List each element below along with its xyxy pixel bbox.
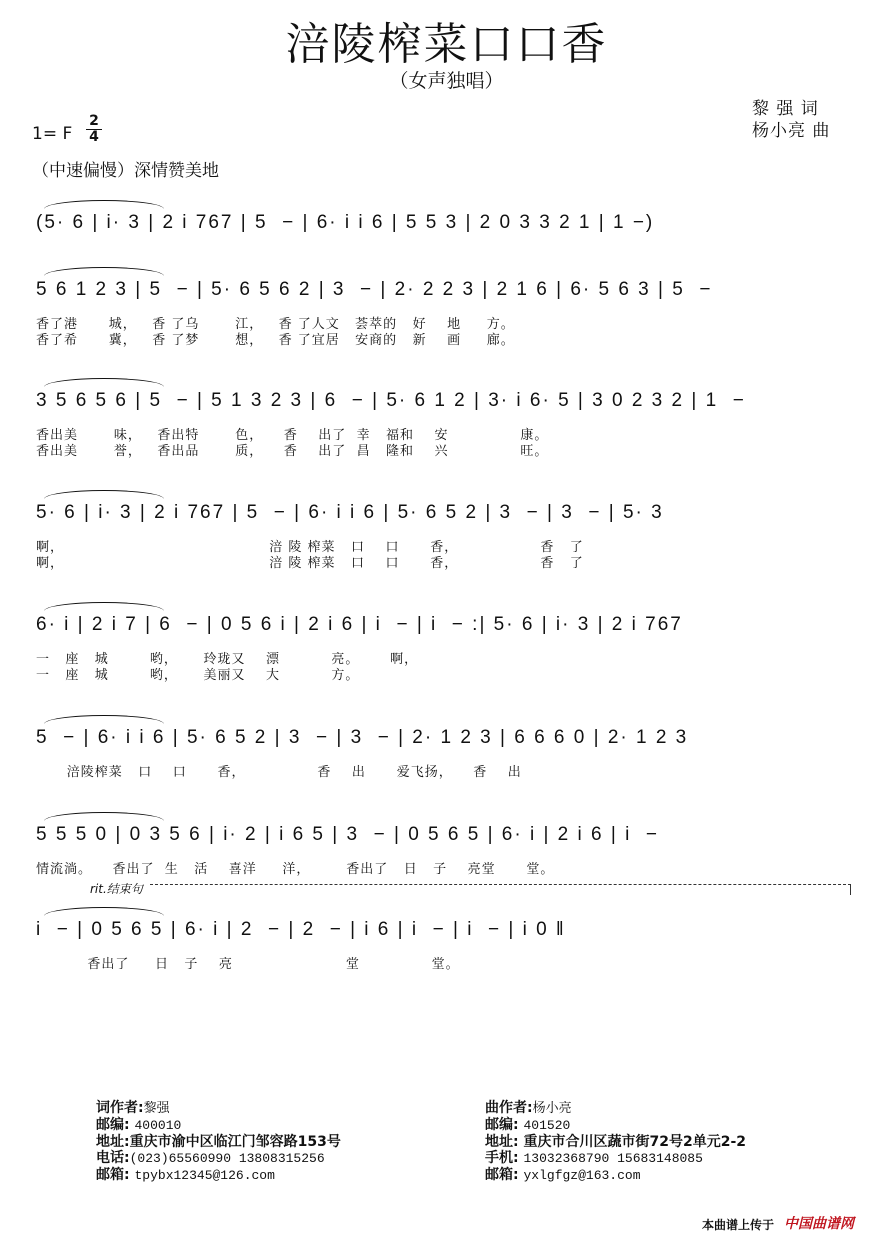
lyricist-name: 黎强 — [143, 1101, 170, 1116]
upload-note: 本曲谱上传于 — [702, 1218, 775, 1232]
note-line: 5· 6 | i· 3 | 2 i 767 | 5 − | 6· i i 6 | 5· 6 5 2 | 3 − | 3 − | 5· 3 — [36, 502, 664, 523]
key-signature: 1= F — [32, 124, 73, 144]
addr-label: 地址: — [96, 1134, 130, 1150]
lyricist-label: 词作者: — [96, 1100, 144, 1116]
zip-label: 邮编: — [485, 1117, 519, 1133]
addr-value: 重庆市渝中区临江门邹容路153号 — [129, 1134, 341, 1150]
phone-label: 手机: — [485, 1150, 519, 1166]
email-value: yxlgfgz@163.com — [523, 1168, 641, 1183]
note-line: 5 6 1 2 3 | 5 − | 5· 6 5 6 2 | 3 − | 2· 2 2 3 | 2 1 6 | 6· 5 6 3 | 5 − — [36, 279, 713, 300]
rit-label: rit.结束句 — [90, 882, 143, 896]
lyric-line: 香出美 味， 香出特 色， 香 出了 幸 福和 安 康。 — [36, 428, 549, 443]
slur-mark — [44, 812, 164, 821]
lyric-line: 一 座 城 哟， 玲珑又 漂 亮。 啊， — [36, 652, 419, 667]
lyric-line: 香出了 日 子 亮 堂 堂。 — [36, 957, 460, 972]
tempo-marking: （中速偏慢）深情赞美地 — [32, 161, 219, 181]
lyricist-credit: 黎 强 词 — [752, 99, 819, 119]
composer-credit: 杨小亮 曲 — [752, 121, 831, 141]
note-line: 5 5 5 0 | 0 3 5 6 | i· 2 | i 6 5 | 3 − | 0 5 6 5 | 6· i | 2 i 6 | i − — [36, 824, 659, 845]
composer-info — [485, 1100, 746, 1184]
slur-mark — [44, 602, 164, 611]
zip-label: 邮编: — [96, 1117, 130, 1133]
composer-label: 曲作者: — [485, 1100, 533, 1116]
zip-value: 401520 — [523, 1118, 571, 1133]
lyric-line: 啊， 涪 陵 榨菜 口 口 香， 香 了 — [36, 540, 584, 555]
email-value: tpybx12345@126.com — [134, 1168, 275, 1183]
email-label: 邮箱: — [485, 1167, 519, 1183]
phone-value: (023)65560990 13808315256 — [129, 1151, 325, 1166]
song-title: 涪陵榨菜口口香 — [285, 19, 608, 70]
site-logo[interactable]: 中国曲谱网 — [784, 1216, 854, 1232]
note-line: 3 5 6 5 6 | 5 − | 5 1 3 2 3 | 6 − | 5· 6 1 2 | 3· i 6· 5 | 3 0 2 3 2 | 1 − — [36, 390, 746, 411]
lyric-line: 情流淌。 香出了 生 活 喜洋 洋， 香出了 日 子 亮堂 堂。 — [36, 862, 555, 877]
credits — [752, 98, 830, 142]
time-signature — [86, 114, 102, 145]
lyric-line: 香了港 城， 香 了乌 江， 香 了人文 荟萃的 好 地 方。 — [36, 317, 515, 332]
addr-label: 地址: — [485, 1134, 519, 1150]
phone-label: 电话: — [96, 1150, 130, 1166]
song-subtitle: （女声独唱） — [389, 70, 504, 92]
time-signature-top: 2 — [86, 114, 102, 130]
note-line: 6· i | 2 i 7 | 6 − | 0 5 6 i | 2 i 6 | i − | i − :| 5· 6 | i· 3 | 2 i 767 — [36, 614, 683, 635]
slur-mark — [44, 267, 164, 276]
phone-value: 13032368790 15683148085 — [523, 1151, 703, 1166]
composer-name: 杨小亮 — [532, 1101, 572, 1116]
lyric-line: 涪陵榨菜 口 口 香， 香 出 爱飞扬， 香 出 — [36, 765, 522, 780]
lyric-line: 啊， 涪 陵 榨菜 口 口 香， 香 了 — [36, 556, 584, 571]
lyric-line: 一 座 城 哟， 美丽又 大 方。 — [36, 668, 360, 683]
time-signature-bottom: 4 — [89, 129, 99, 145]
addr-value: 重庆市合川区蔬市街72号2单元2-2 — [523, 1134, 747, 1150]
slur-mark — [44, 200, 164, 209]
note-line: 5 − | 6· i i 6 | 5· 6 5 2 | 3 − | 3 − | 2· 1 2 3 | 6 6 6 0 | 2· 1 2 3 — [36, 727, 689, 748]
zip-value: 400010 — [134, 1118, 182, 1133]
slur-mark — [44, 490, 164, 499]
rit-bracket — [150, 884, 851, 895]
slur-mark — [44, 907, 164, 916]
lyricist-info — [96, 1100, 341, 1184]
note-line: (5· 6 | i· 3 | 2 i 767 | 5 − | 6· i i 6 | 5 5 3 | 2 0 3 3 2 1 | 1 −) — [36, 212, 655, 233]
lyric-line: 香出美 誉， 香出品 质， 香 出了 昌 隆和 兴 旺。 — [36, 444, 549, 459]
slur-mark — [44, 715, 164, 724]
lyric-line: 香了希 冀， 香 了梦 想， 香 了宜居 安商的 新 画 廊。 — [36, 333, 515, 348]
email-label: 邮箱: — [96, 1167, 130, 1183]
note-line: i − | 0 5 6 5 | 6· i | 2 − | 2 − | i 6 | i − | i − | i 0 ‖ — [36, 919, 566, 940]
slur-mark — [44, 378, 164, 387]
